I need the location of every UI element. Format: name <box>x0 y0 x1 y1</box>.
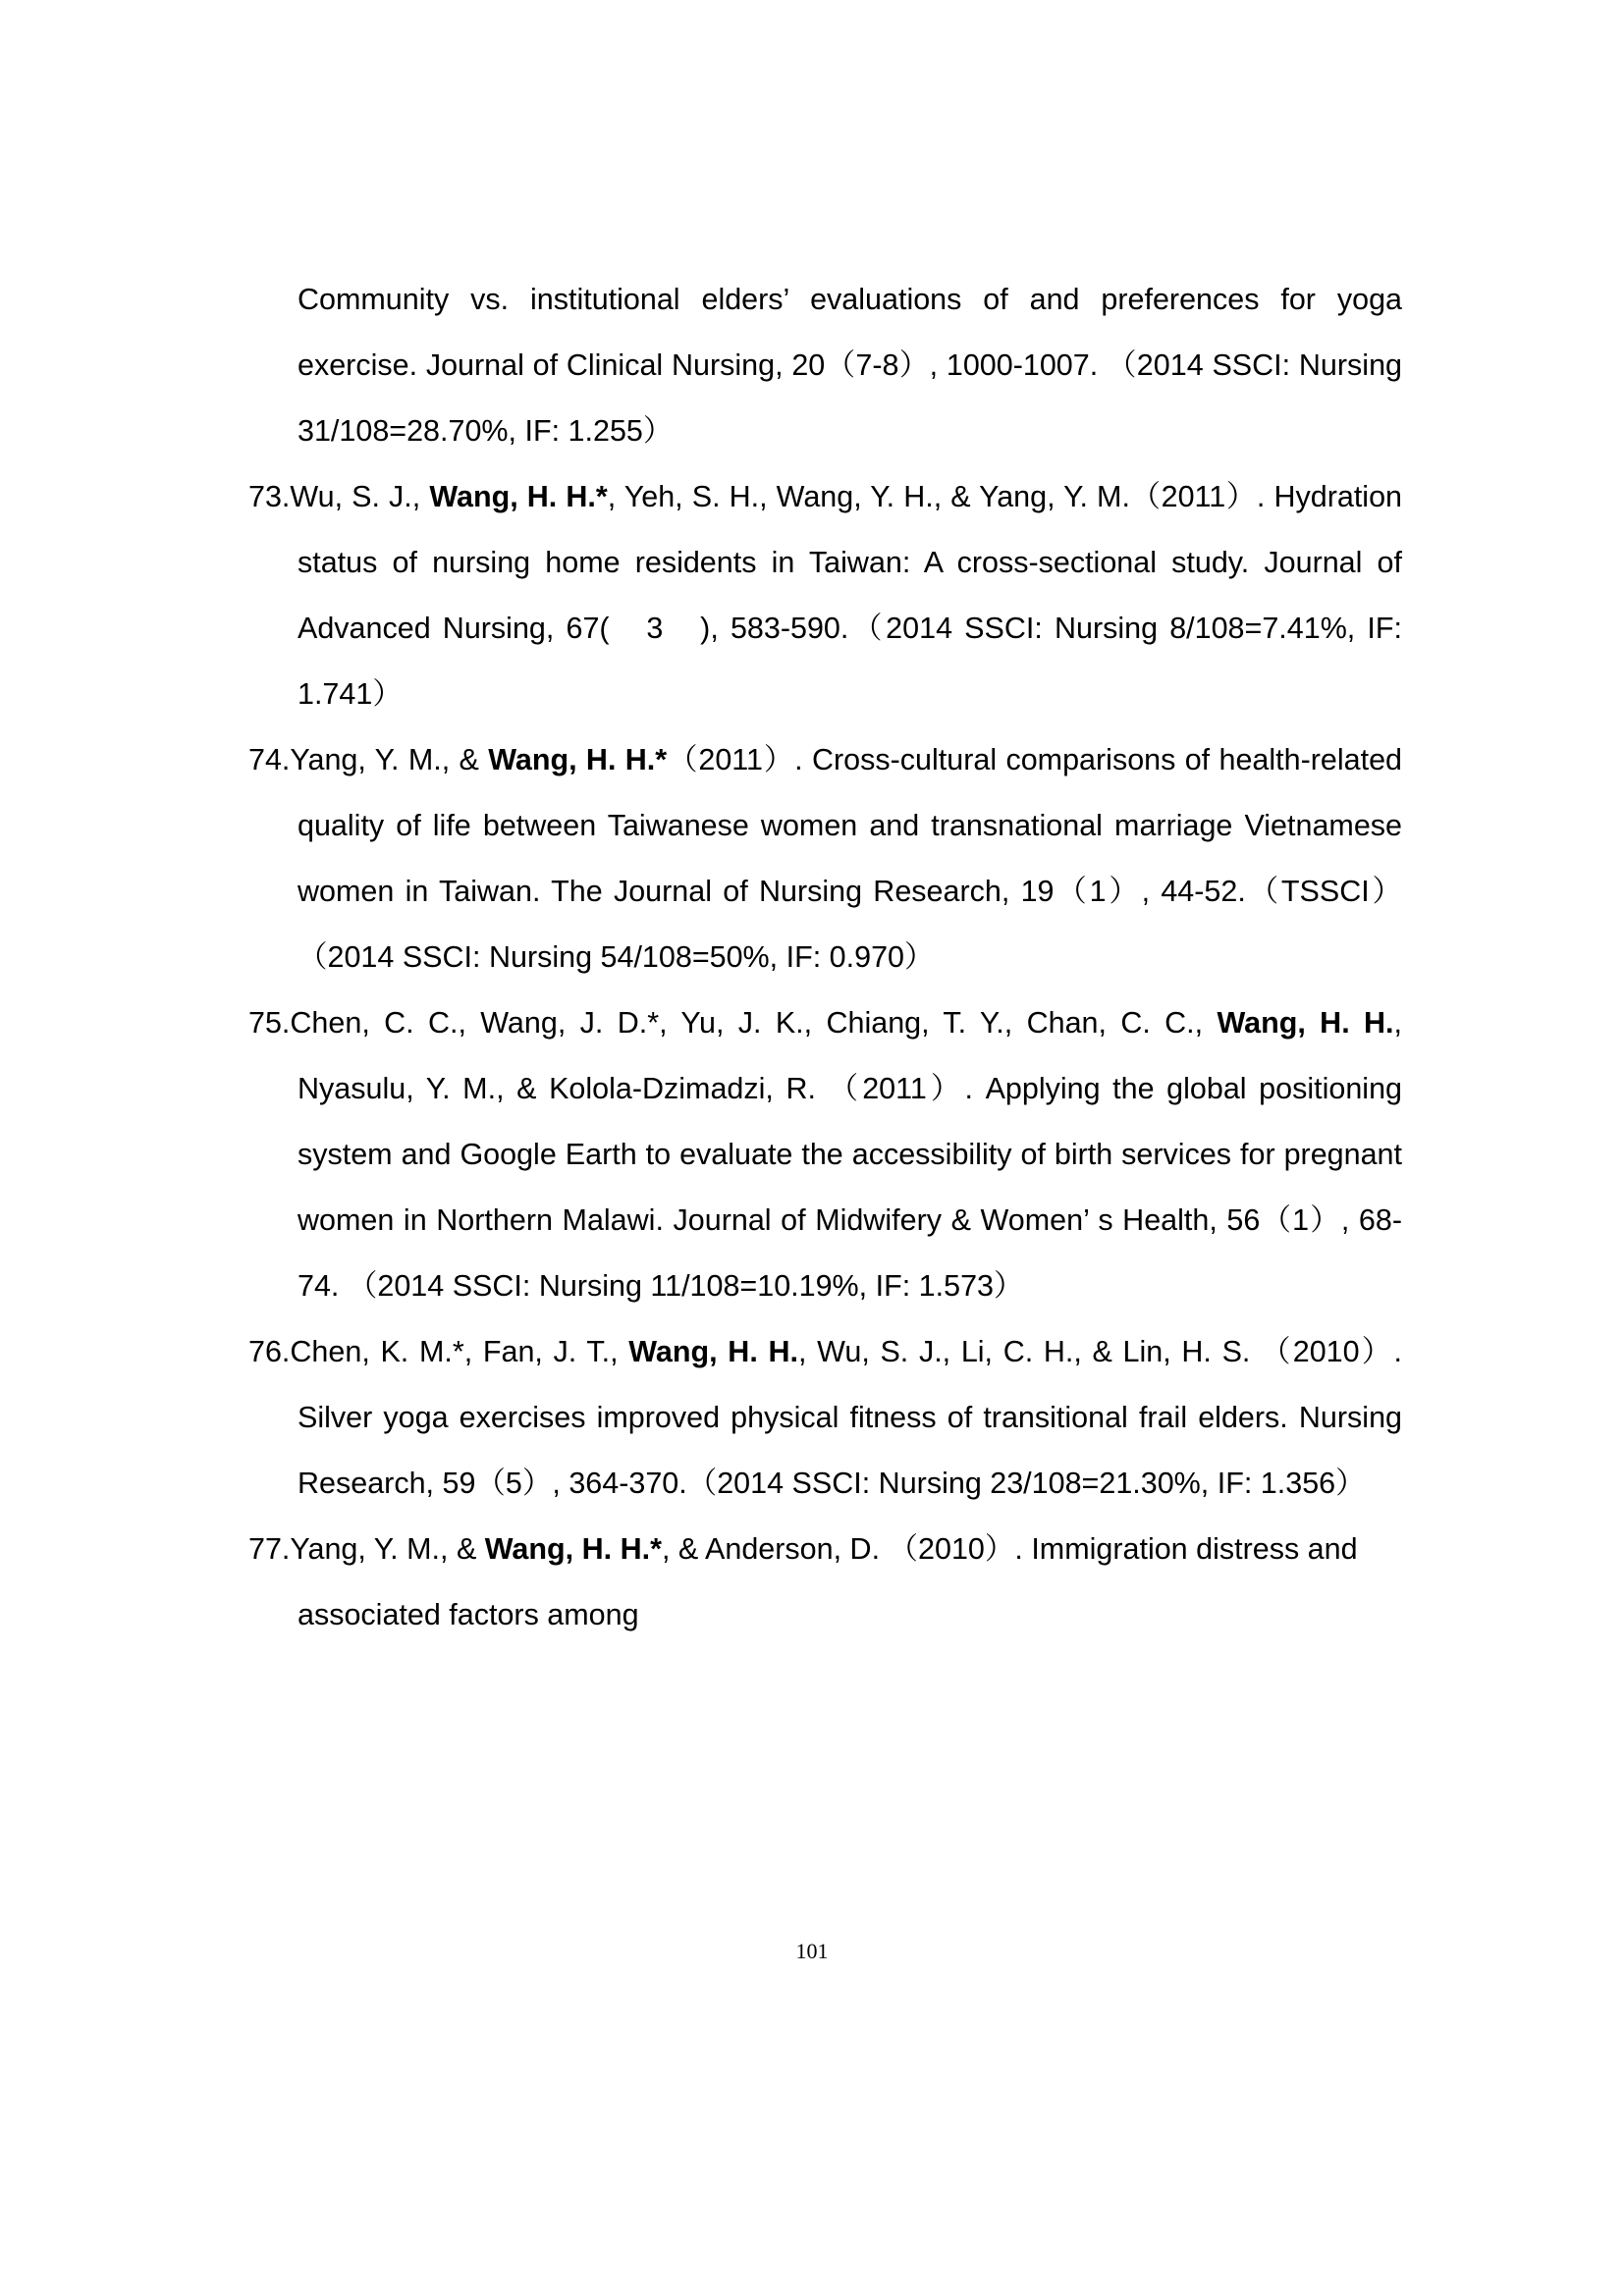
author-name-emphasis: Wang, H. H. <box>628 1335 798 1368</box>
reference-text: （2011）. Cross-cultural comparisons of health-related quality of life between Taiwanese women and transnational marriage Vietnamese women in Taiwan. The Journal of Nursing Research, 19（1）, 44-52.（TSSCI）（2014 SSCI: Nursing 54/108=50%, IF: 0.970） <box>298 743 1402 974</box>
reference-list <box>248 267 1402 1648</box>
reference-text: 74.Yang, Y. M., & <box>248 743 489 776</box>
reference-entry <box>248 727 1402 990</box>
reference-text: , Wu, S. J., Li, C. H., & Lin, H. S. （2010）. Silver yoga exercises improved physical fitness of transitional frail elders. Nursing Research, 59（5）, 364-370.（2014 SSCI: Nursing 23/108=21.30%, IF: 1.356） <box>298 1335 1402 1500</box>
reference-text: 75.Chen, C. C., Wang, J. D.*, Yu, J. K., Chiang, T. Y., Chan, C. C., <box>248 1006 1218 1040</box>
author-name-emphasis: Wang, H. H. <box>1217 1006 1394 1040</box>
reference-text: 73.Wu, S. J., <box>248 480 430 513</box>
reference-text: , Nyasulu, Y. M., & Kolola-Dzimadzi, R. （2011）. Applying the global positioning system and Google Earth to evaluate the accessibility of birth services for pregnant women in Northern Malawi. Journal of Midwifery & Women’ s Health, 56（1）, 68-74. （2014 SSCI: Nursing 11/108=10.19%, IF: 1.573） <box>298 1006 1403 1303</box>
reference-text: 76.Chen, K. M.*, Fan, J. T., <box>248 1335 629 1368</box>
page-number: 101 <box>795 1939 829 1963</box>
author-name-emphasis: Wang, H. H.* <box>488 743 668 776</box>
reference-entry <box>248 1517 1402 1648</box>
reference-entry <box>248 990 1402 1319</box>
reference-text: Community vs. institutional elders’ evaluations of and preferences for yoga exercise. Journal of Clinical Nursing, 20（7-8）, 1000-1007. （2014 SSCI: Nursing 31/108=28.70%, IF: 1.255） <box>298 283 1402 448</box>
reference-entry <box>248 1319 1402 1517</box>
reference-text: , & Anderson, D. （2010）. Immigration distress and associated factors among <box>298 1532 1358 1631</box>
reference-entry <box>248 464 1402 727</box>
author-name-emphasis: Wang, H. H.* <box>429 480 608 513</box>
reference-text: , Yeh, S. H., Wang, Y. H., & Yang, Y. M.（2011）. Hydration status of nursing home residents in Taiwan: A cross-sectional study. Journal of Advanced Nursing, 67( 3 ), 583-590.（2014 SSCI: Nursing 8/108=7.41%, IF: 1.741） <box>298 480 1403 711</box>
reference-text: 77.Yang, Y. M., & <box>248 1532 485 1566</box>
reference-continuation <box>248 267 1402 464</box>
author-name-emphasis: Wang, H. H.* <box>484 1532 662 1566</box>
